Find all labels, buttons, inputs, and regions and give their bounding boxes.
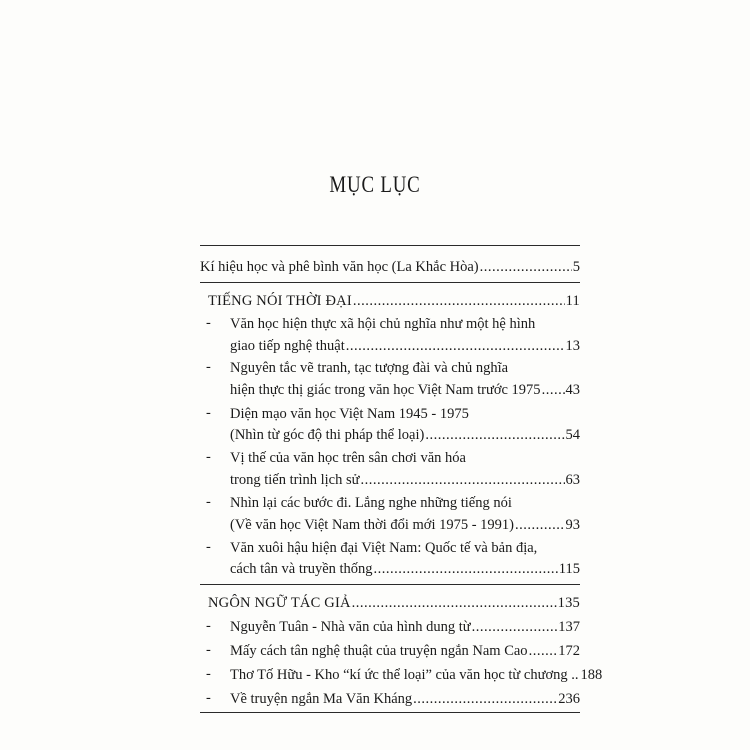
toc-entry-line (230, 616, 580, 636)
toc-leader-dots (542, 382, 565, 399)
toc-leader-dots (515, 517, 564, 534)
toc-entry-text: Vị thế của văn học trên sân chơi văn hóa (230, 450, 466, 466)
toc-entry-text: (Nhìn từ góc độ thi pháp thể loại) (230, 427, 425, 443)
toc-entry-line (230, 424, 580, 444)
toc-leader-dots (346, 338, 565, 355)
toc-entry-line (230, 640, 580, 660)
toc-page-number: 54 (565, 427, 580, 443)
toc-section-title: TIẾNG NÓI THỜI ĐẠI (208, 293, 352, 309)
toc-entry-text: Nguyễn Tuân - Nhà văn của hình dung từ (230, 619, 471, 635)
toc-page-number: 93 (565, 517, 580, 533)
rule-after-intro (200, 282, 580, 283)
toc-entry-line (230, 492, 580, 512)
toc-leader-dots (425, 427, 564, 444)
toc-dash: - (206, 642, 211, 658)
toc-entry-line (230, 335, 580, 355)
toc-section-title: NGÔN NGỮ TÁC GIẢ (208, 595, 351, 611)
toc-section-heading-2 (208, 592, 580, 612)
toc-entry-text: Thơ Tố Hữu - Kho “kí ức thể loại” của văn học từ chương .. (230, 667, 579, 683)
toc-entry-text: Văn học hiện thực xã hội chủ nghĩa như một hệ hình (230, 316, 536, 332)
toc-entry-line (230, 514, 580, 534)
rule-after-section-1 (200, 584, 580, 585)
toc-dash: - (206, 690, 211, 706)
toc-page-number: 5 (572, 259, 580, 275)
rule-bottom (200, 712, 580, 713)
toc-entry-line (230, 558, 580, 578)
toc-entry-intro (200, 256, 580, 276)
toc-entry-text: Diện mạo văn học Việt Nam 1945 - 1975 (230, 406, 469, 422)
toc-dash: - (206, 539, 211, 555)
toc-entry-line (230, 537, 580, 557)
toc-entry-text: (Về văn học Việt Nam thời đổi mới 1975 - 1991) (230, 517, 515, 533)
toc-page-number: 137 (558, 619, 580, 635)
toc-page-number: 188 (580, 667, 603, 683)
toc-leader-dots (529, 643, 558, 660)
toc-entry-text: hiện thực thị giác trong văn học Việt Nam trước 1975 (230, 382, 541, 398)
toc-entry-line (230, 357, 580, 377)
rule-top (200, 245, 580, 246)
toc-entry-text: Nguyên tắc vẽ tranh, tạc tượng đài và chủ nghĩa (230, 360, 509, 376)
toc-page-number: 63 (565, 472, 580, 488)
toc-entry-line (230, 688, 580, 708)
toc-entry-line (230, 379, 580, 399)
toc-dash: - (206, 449, 211, 465)
toc-dash: - (206, 618, 211, 634)
toc-entry-text: Mấy cách tân nghệ thuật của truyện ngắn Nam Cao (230, 643, 528, 659)
toc-page-number: 11 (565, 293, 580, 309)
toc-entry-text: Về truyện ngắn Ma Văn Kháng (230, 691, 413, 707)
toc-dash: - (206, 666, 211, 682)
toc-leader-dots (360, 472, 564, 489)
toc-leader-dots (352, 595, 557, 612)
toc-entry-text: Nhìn lại các bước đi. Lắng nghe những tiếng nói (230, 495, 512, 511)
toc-section-heading-1 (208, 290, 580, 310)
toc-page-number: 236 (558, 691, 580, 707)
toc-entry-line (230, 447, 580, 467)
toc-leader-dots (374, 561, 558, 578)
toc-entry-text: Văn xuôi hậu hiện đại Việt Nam: Quốc tế và bản địa, (230, 540, 538, 556)
toc-entry-line (230, 313, 580, 333)
toc-leader-dots (413, 691, 557, 708)
toc-leader-dots (480, 259, 572, 276)
toc-page-number: 13 (565, 338, 580, 354)
toc-dash: - (206, 359, 211, 375)
toc-entry-line (230, 469, 580, 489)
toc-leader-dots (353, 293, 565, 310)
toc-leader-dots (472, 619, 558, 636)
toc-entry-line (230, 664, 603, 684)
toc-entry-text: trong tiến trình lịch sử (230, 472, 360, 488)
toc-dash: - (206, 494, 211, 510)
toc-entry-line (230, 403, 580, 423)
toc-page-number: 135 (557, 595, 580, 611)
toc-dash: - (206, 315, 211, 331)
toc-page-number: 43 (565, 382, 580, 398)
toc-dash: - (206, 405, 211, 421)
page-title: MỤC LỤC (329, 172, 421, 197)
toc-entry-text: giao tiếp nghệ thuật (230, 338, 345, 354)
toc-page-number: 172 (558, 643, 580, 659)
toc-entry-text: cách tân và truyền thống (230, 561, 373, 577)
toc-entry-text: Kí hiệu học và phê bình văn học (La Khắc Hòa) (200, 259, 479, 275)
toc-page-number: 115 (558, 561, 580, 577)
